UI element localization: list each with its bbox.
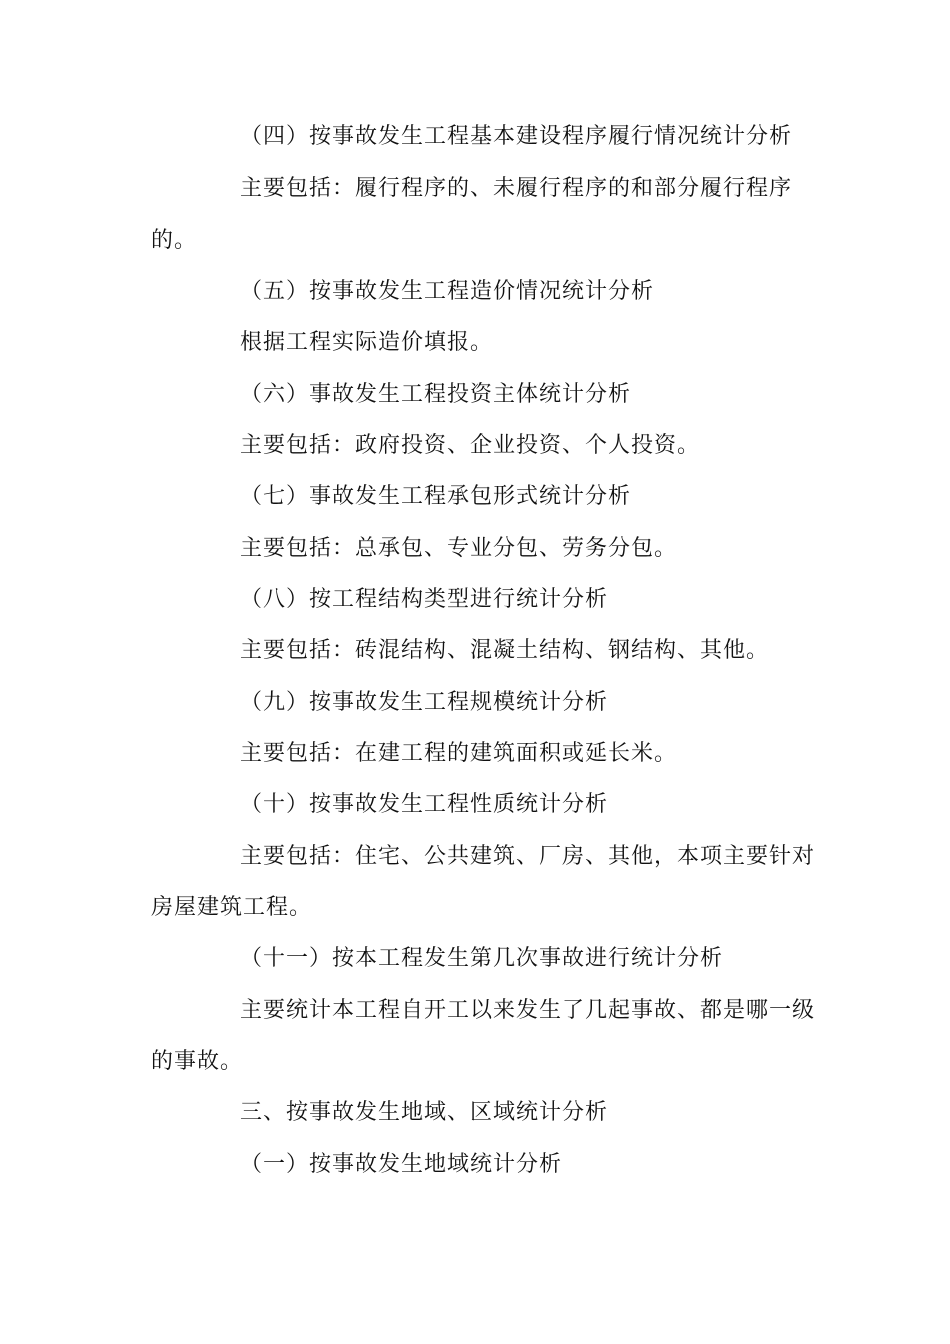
paragraph-line: 主要统计本工程自开工以来发生了几起事故、都是哪一级: [240, 998, 816, 1023]
paragraph-line: 的。: [151, 228, 198, 253]
heading-item-1: （一）按事故发生地域统计分析: [240, 1152, 563, 1177]
heading-item-10: （十）按事故发生工程性质统计分析: [240, 792, 609, 817]
heading-item-11: （十一）按本工程发生第几次事故进行统计分析: [240, 946, 724, 971]
paragraph-line: 主要包括：在建工程的建筑面积或延长米。: [240, 741, 678, 766]
section-heading-3: 三、按事故发生地域、区域统计分析: [240, 1100, 609, 1125]
heading-item-7: （七）事故发生工程承包形式统计分析: [240, 484, 632, 509]
paragraph-line: 根据工程实际造价填报。: [240, 330, 494, 355]
paragraph-line: 主要包括：政府投资、企业投资、个人投资。: [240, 433, 701, 458]
paragraph-line: 主要包括：履行程序的、未履行程序的和部分履行程序: [240, 176, 793, 201]
heading-item-8: （八）按工程结构类型进行统计分析: [240, 587, 609, 612]
heading-item-9: （九）按事故发生工程规模统计分析: [240, 690, 609, 715]
paragraph-line: 主要包括：砖混结构、混凝土结构、钢结构、其他。: [240, 638, 770, 663]
heading-item-6: （六）事故发生工程投资主体统计分析: [240, 382, 632, 407]
heading-item-4: （四）按事故发生工程基本建设程序履行情况统计分析: [240, 124, 793, 149]
paragraph-line: 的事故。: [151, 1049, 244, 1074]
heading-item-5: （五）按事故发生工程造价情况统计分析: [240, 279, 655, 304]
paragraph-line: 房屋建筑工程。: [151, 895, 313, 920]
paragraph-line: 主要包括：住宅、公共建筑、厂房、其他，本项主要针对: [240, 844, 816, 869]
paragraph-line: 主要包括：总承包、专业分包、劳务分包。: [240, 536, 678, 561]
